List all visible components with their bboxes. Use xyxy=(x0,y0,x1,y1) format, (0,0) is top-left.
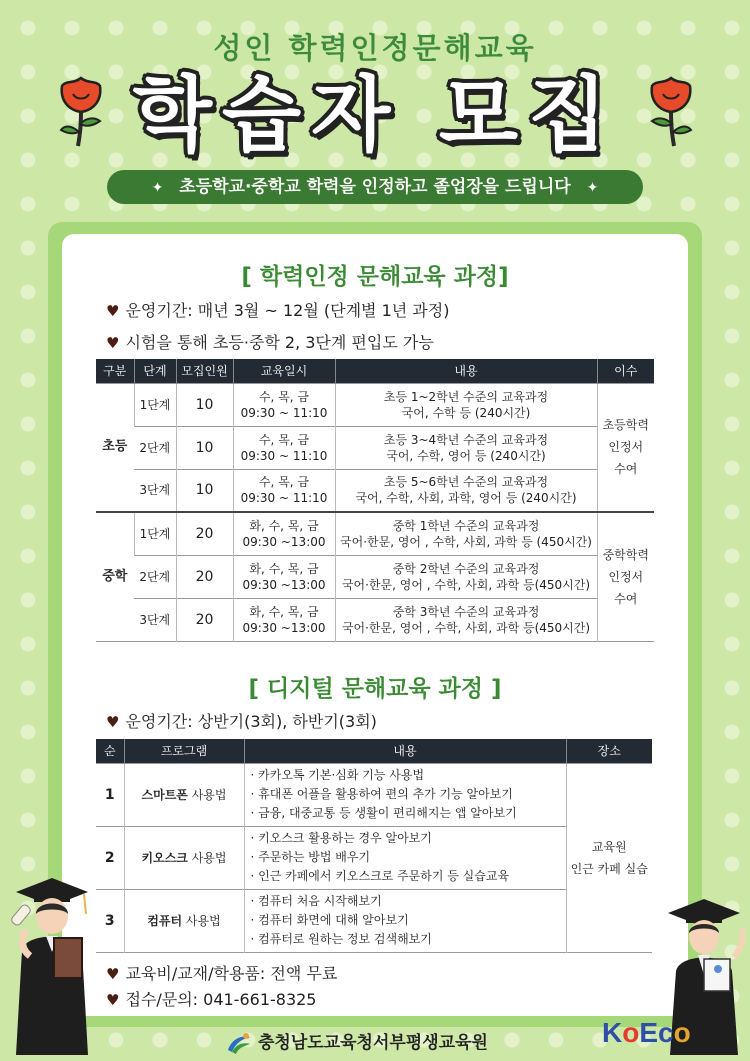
flower-icon xyxy=(56,72,106,148)
bullet-item: ♥ 시험을 통해 초등·중학 2, 3단계 편입도 가능 xyxy=(106,333,434,352)
banner-pill xyxy=(107,170,643,204)
number-cell: 3 xyxy=(96,889,124,952)
table-row xyxy=(96,426,654,469)
header-cell: 모집인원 xyxy=(176,359,233,383)
poster-subtitle: 성인 학력인정문해교육 xyxy=(213,31,537,65)
content-cell: 중학 3학년 수준의 교육과정 국어·한문, 영어 , 수학, 사회, 과학 등(450시간) xyxy=(335,598,597,641)
count-cell: 10 xyxy=(176,383,233,426)
table-row xyxy=(96,598,654,641)
header-cell: 단계 xyxy=(134,359,176,383)
schedule-cell: 수, 목, 금 09:30 ~ 11:10 xyxy=(233,426,335,469)
group-cell: 초등 xyxy=(96,383,134,512)
schedule-cell: 화, 수, 목, 금 09:30 ~13:00 xyxy=(233,598,335,641)
sparkle-icon: ✦ xyxy=(151,180,164,196)
section-title-literacy: [ 학력인정 문해교육 과정] xyxy=(241,264,509,290)
organization-logo xyxy=(226,1030,526,1056)
content-cell: 중학 1학년 수준의 교육과정 국어·한문, 영어 , 수학, 사회, 과학 등 (450시간) xyxy=(335,512,597,555)
table-row xyxy=(96,383,654,426)
content-cell: · 키오스크 활용하는 경우 알아보기 · 주문하는 방법 배우기 · 인근 카페에서 키오스크로 주문하기 등 실습교육 xyxy=(244,826,566,889)
table-row xyxy=(96,555,654,598)
content-cell: 초등 5~6학년 수준의 교육과정 국어, 수학, 사회, 과학, 영어 등 (240시간) xyxy=(335,469,597,512)
program-cell: 키오스크 사용법 xyxy=(124,826,244,889)
group-cell: 중학 xyxy=(96,512,134,641)
program-cell: 컴퓨터 사용법 xyxy=(124,889,244,952)
table-row xyxy=(96,512,654,555)
fee-info: ♥ 교육비/교재/학용품: 전액 무료 xyxy=(106,964,338,983)
count-cell: 20 xyxy=(176,512,233,555)
heart-icon: ♥ xyxy=(106,334,120,352)
content-cell: · 카카오톡 기본·심화 기능 사용법 · 휴대폰 어플을 활용하여 편의 추가 기능 알아보기 · 금융, 대중교통 등 생활이 편리해지는 앱 알아보기 xyxy=(244,763,566,826)
header-cell: 내용 xyxy=(244,739,566,763)
table-row xyxy=(96,763,652,826)
contact-info: ♥ 접수/문의: 041-661-8325 xyxy=(106,990,317,1009)
stage-cell: 1단계 xyxy=(134,512,176,555)
koeco-logo: KoEco xyxy=(602,1017,691,1048)
organization-emblem-icon xyxy=(226,1032,252,1054)
sparkle-icon: ✦ xyxy=(586,180,599,196)
schedule-cell: 화, 수, 목, 금 09:30 ~13:00 xyxy=(233,512,335,555)
literacy-course-table xyxy=(96,359,654,642)
header-cell: 교육일시 xyxy=(233,359,335,383)
heart-icon: ♥ xyxy=(106,713,120,731)
number-cell: 1 xyxy=(96,763,124,826)
header-cell: 프로그램 xyxy=(124,739,244,763)
table-header-row xyxy=(96,359,654,383)
content-cell: · 컴퓨터 처음 시작해보기 · 컴퓨터 화면에 대해 알아보기 · 컴퓨터로 원하는 정보 검색해보기 xyxy=(244,889,566,952)
bullet-item: ♥ 운영기간: 상반기(3회), 하반기(3회) xyxy=(106,712,377,731)
organization-name: 충청남도교육청서부평생교육원 xyxy=(258,1033,488,1053)
graduate-illustration xyxy=(6,870,98,1055)
schedule-cell: 수, 목, 금 09:30 ~ 11:10 xyxy=(233,383,335,426)
stage-cell: 3단계 xyxy=(134,598,176,641)
digital-course-table xyxy=(96,739,652,953)
heart-icon: ♥ xyxy=(106,991,120,1009)
header-cell: 구분 xyxy=(96,359,134,383)
count-cell: 10 xyxy=(176,469,233,512)
heart-icon: ♥ xyxy=(106,302,120,320)
stage-cell: 2단계 xyxy=(134,426,176,469)
schedule-cell: 화, 수, 목, 금 09:30 ~13:00 xyxy=(233,555,335,598)
content-cell: 중학 2학년 수준의 교육과정 국어·한문, 영어 , 수학, 사회, 과학 등(450시간) xyxy=(335,555,597,598)
content-cell: 초등 3~4학년 수준의 교육과정 국어, 수학, 영어 등 (240시간) xyxy=(335,426,597,469)
banner-text: 초등학교·중학교 학력을 인정하고 졸업장을 드립니다 xyxy=(179,177,571,197)
count-cell: 10 xyxy=(176,426,233,469)
completion-cell: 중학학력 인정서 수여 xyxy=(597,512,654,641)
place-cell: 교육원 인근 카페 실습 xyxy=(566,763,652,952)
section-title-digital: [ 디지털 문해교육 과정 ] xyxy=(248,676,502,702)
program-cell: 스마트폰 사용법 xyxy=(124,763,244,826)
header-cell: 순 xyxy=(96,739,124,763)
count-cell: 20 xyxy=(176,555,233,598)
poster-title: 학습자 모집 xyxy=(132,68,618,163)
count-cell: 20 xyxy=(176,598,233,641)
header-cell: 이수 xyxy=(597,359,654,383)
number-cell: 2 xyxy=(96,826,124,889)
table-header-row xyxy=(96,739,652,763)
bullet-item: ♥ 운영기간: 매년 3월 ~ 12월 (단계별 1년 과정) xyxy=(106,301,450,320)
heart-icon: ♥ xyxy=(106,965,120,983)
stage-cell: 3단계 xyxy=(134,469,176,512)
header-cell: 내용 xyxy=(335,359,597,383)
stage-cell: 1단계 xyxy=(134,383,176,426)
table-row xyxy=(96,469,654,512)
completion-cell: 초등학력 인정서 수여 xyxy=(597,383,654,512)
flower-icon xyxy=(646,72,696,148)
stage-cell: 2단계 xyxy=(134,555,176,598)
header-cell: 장소 xyxy=(566,739,652,763)
content-cell: 초등 1~2학년 수준의 교육과정 국어, 수학 등 (240시간) xyxy=(335,383,597,426)
schedule-cell: 수, 목, 금 09:30 ~ 11:10 xyxy=(233,469,335,512)
